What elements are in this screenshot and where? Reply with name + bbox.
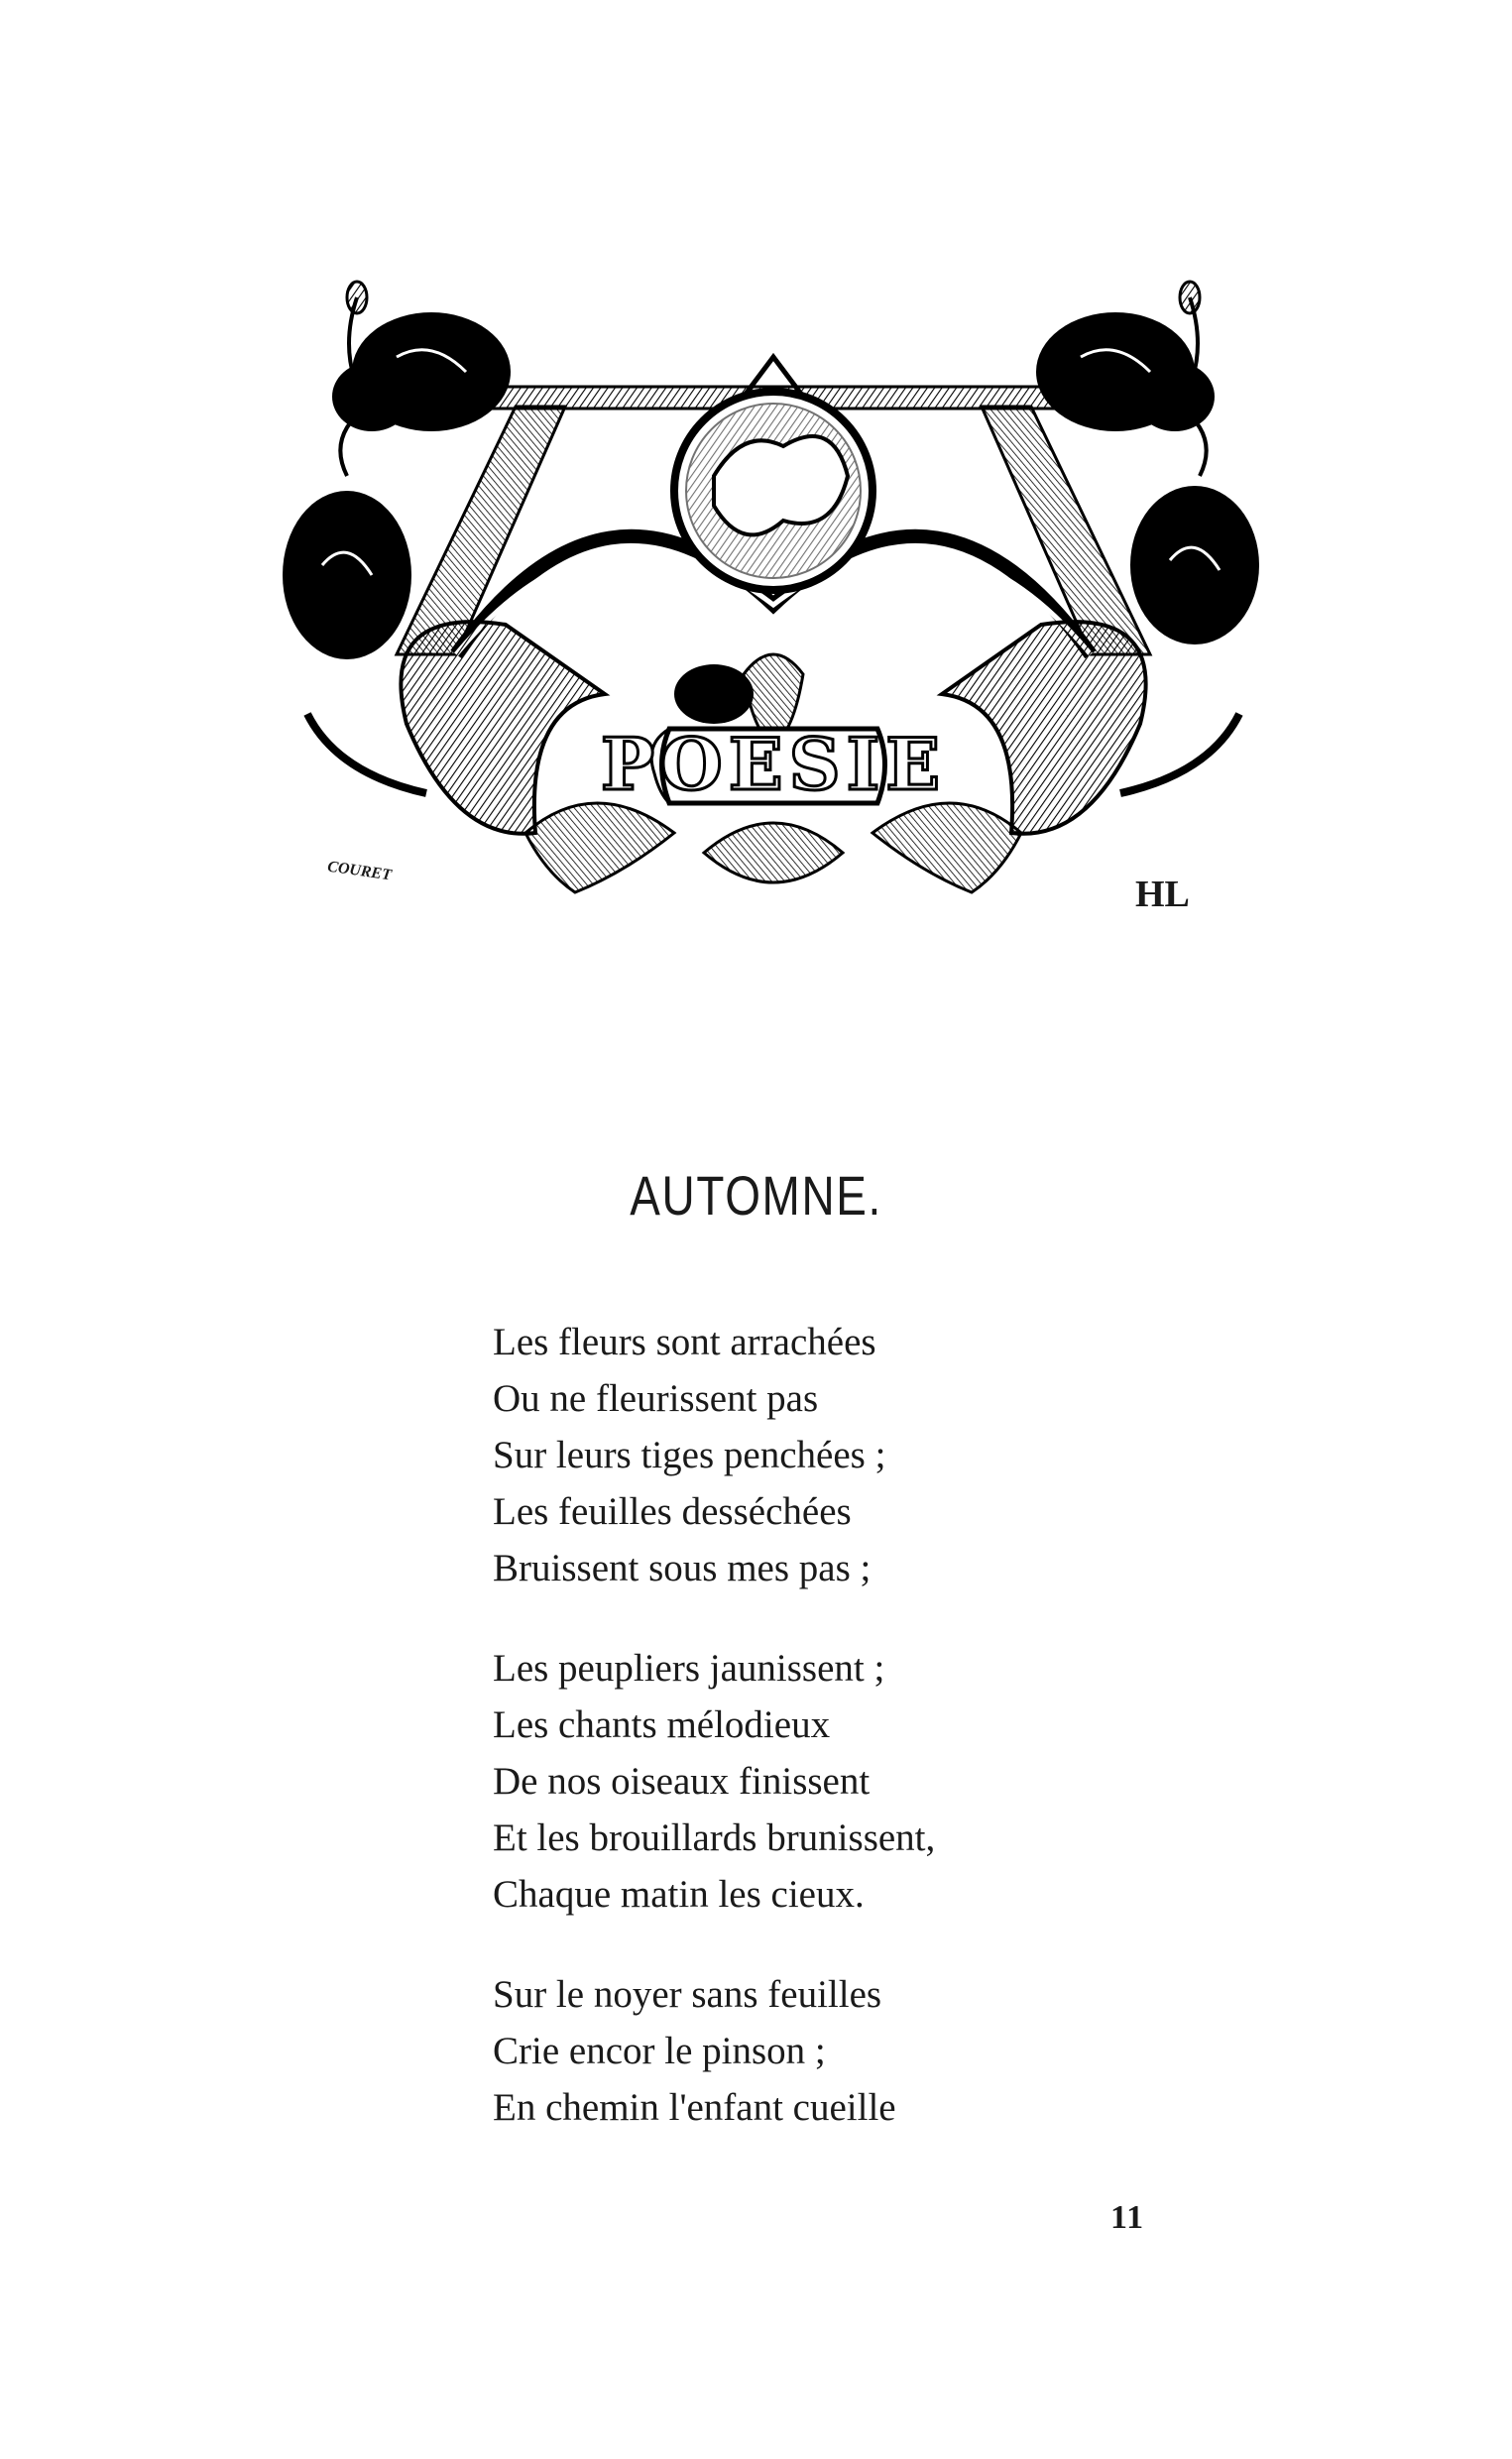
verse-line: Et les brouillards brunissent,: [493, 1816, 936, 1859]
artist-monogram: HL: [1135, 874, 1190, 915]
engraver-signature: COURET: [326, 858, 393, 884]
verse-line: Les feuilles desséchées: [493, 1490, 852, 1533]
verse-line: Les chants mélodieux: [493, 1703, 831, 1746]
verse-line: Ou ne fleurissent pas: [493, 1377, 819, 1420]
verse-line: Chaque matin les cieux.: [493, 1873, 865, 1916]
verse-line: En chemin l'enfant cueille: [493, 2086, 896, 2129]
page-number: 11: [1110, 2199, 1145, 2236]
verse-line: Les peupliers jaunissent ;: [493, 1647, 885, 1690]
banner-text: POESIE: [600, 722, 947, 806]
verse-line: De nos oiseaux finissent: [493, 1760, 871, 1803]
stanza-3: [493, 1966, 1187, 2136]
poem-body: [493, 1314, 1187, 2136]
stanza-1: [493, 1314, 1187, 1596]
verse-line: Les fleurs sont arrachées: [493, 1321, 876, 1363]
engraving-illustration: [278, 278, 1269, 952]
verse-line: Sur le noyer sans feuilles: [493, 1973, 882, 2016]
verse-line: Crie encor le pinson ;: [493, 2030, 826, 2072]
poem-title: AUTOMNE.: [630, 1163, 882, 1227]
poesie-headpiece-engraving: [278, 278, 1269, 952]
verse-line: Sur leurs tiges penchées ;: [493, 1434, 886, 1476]
stanza-2: [493, 1640, 1187, 1923]
verse-line: Bruissent sous mes pas ;: [493, 1547, 872, 1589]
